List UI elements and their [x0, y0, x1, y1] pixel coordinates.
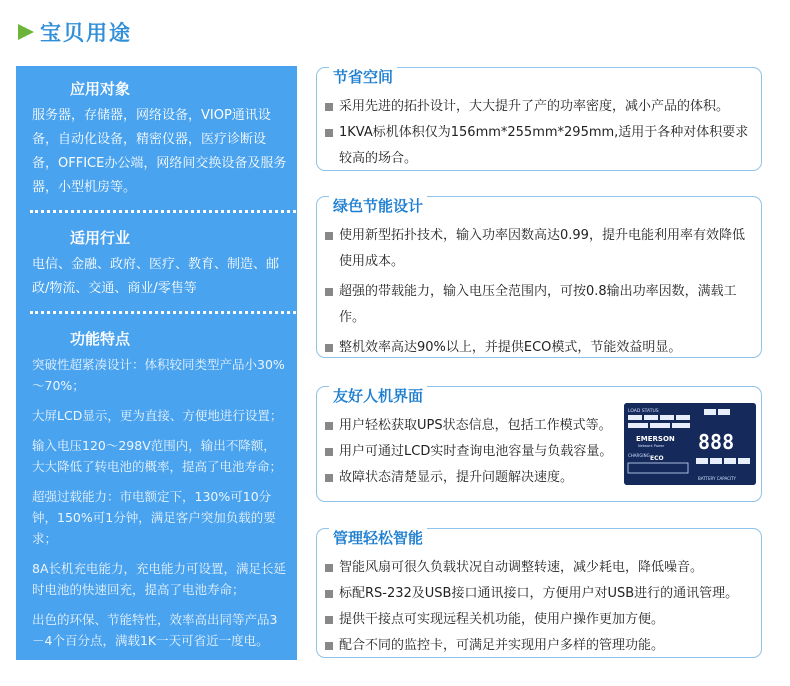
- lcd-charging: CHARGING: [628, 453, 650, 458]
- square-bullet-icon: [325, 564, 333, 572]
- card-title: 友好人机界面: [329, 385, 427, 407]
- square-bullet-icon: [325, 642, 333, 650]
- arrow-icon: [18, 24, 34, 40]
- square-bullet-icon: [325, 422, 333, 430]
- dotted-divider: [30, 210, 296, 213]
- features-heading: 功能特点: [70, 330, 131, 348]
- square-bullet-icon: [325, 448, 333, 456]
- lcd-brand: EMERSON: [636, 435, 675, 443]
- industry-heading: 适用行业: [70, 229, 131, 247]
- square-bullet-icon: [325, 344, 333, 352]
- list-item: 智能风扇可很久负载状况自动调整转速，减少耗电，降低噪音。: [325, 555, 757, 581]
- card-smart-management: [316, 528, 762, 658]
- card-space-saving: [316, 67, 762, 171]
- list-item: 标配RS-232及USB接口通讯接口，方便用户对USB进行的通讯管理。: [325, 581, 757, 607]
- list-item: 采用先进的拓扑设计，大大提升了产的功率密度，减小产品的体积。: [325, 94, 757, 120]
- application-text: 服务器，存储器，网络设备，VIOP通讯设备，自动化设备，精密仪器，医疗诊断设备，OFFICE办公端，网络间交换设备及服务器，小型机房等。: [32, 108, 287, 195]
- feature-item: 出色的环保、节能特性，效率高出同等产品3－4个百分点，满载1K一天可省近一度电。: [32, 612, 278, 648]
- list-item: 1KVA标机体积仅为156mm*255mm*295mm,适用于各种对体积要求较高的场合。: [325, 120, 757, 172]
- feature-item: 输入电压120～298V范围内，输出不降额，大大降低了转电池的概率，提高了电池寿命；: [32, 438, 283, 474]
- left-panel: [16, 66, 297, 660]
- section-title: 宝贝用途: [40, 21, 132, 45]
- features-section: [32, 328, 287, 651]
- lcd-eco: ECO: [650, 455, 664, 462]
- square-bullet-icon: [325, 103, 333, 111]
- lcd-battery-capacity: BATTERY CAPACITY: [698, 476, 736, 481]
- lcd-load-status: LOAD STATUS: [628, 409, 659, 414]
- square-bullet-icon: [325, 616, 333, 624]
- lcd-brand-sub: Network Power: [638, 444, 665, 448]
- list-item: 整机效率高达90%以上，并提供ECO模式，节能效益明显。: [325, 335, 757, 361]
- list-item: 用户轻松获取UPS状态信息，包括工作模式等。: [325, 413, 625, 439]
- feature-item: 突破性超紧凑设计：体积较同类型产品小30%～70%；: [32, 357, 285, 393]
- application-heading: 应用对象: [70, 80, 131, 98]
- application-section: [32, 78, 287, 200]
- dotted-divider: [30, 311, 296, 314]
- lcd-digits: 888: [698, 430, 735, 454]
- square-bullet-icon: [325, 590, 333, 598]
- card-friendly-interface: [316, 386, 762, 502]
- list-item: 提供干接点可实现远程关机功能，使用户操作更加方便。: [325, 607, 757, 633]
- square-bullet-icon: [325, 129, 333, 137]
- feature-item: 8A长机充电能力，充电能力可设置，满足长延时电池的快速回充，提高了电池寿命；: [32, 561, 287, 597]
- square-bullet-icon: [325, 474, 333, 482]
- industry-section: [32, 227, 287, 301]
- list-item: 用户可通过LCD实时查询电池容量与负载容量。: [325, 439, 625, 465]
- square-bullet-icon: [325, 232, 333, 240]
- card-title: 节省空间: [329, 66, 397, 88]
- section-header: [18, 14, 132, 50]
- list-item: 使用新型拓扑技术，输入功率因数高达0.99，提升电能利用率有效降低使用成本。: [325, 223, 757, 275]
- list-item: 故障状态清楚显示，提升问题解决速度。: [325, 465, 625, 491]
- card-green-design: [316, 196, 762, 358]
- list-item: 超强的带载能力，输入电压全范围内，可按0.8输出功率因数，满载工作。: [325, 279, 757, 331]
- feature-item: 超强过载能力：市电额定下，130%可10分钟，150%可1分钟，满足客户突加负载的要求；: [32, 489, 276, 546]
- card-title: 管理轻松智能: [329, 527, 427, 549]
- list-item: 配合不同的监控卡，可满足并实现用户多样的管理功能。: [325, 633, 757, 659]
- lcd-panel-image: [624, 403, 756, 485]
- feature-item: 大屏LCD显示，更为直接、方便地进行设置；: [32, 408, 283, 423]
- card-title: 绿色节能设计: [329, 195, 427, 217]
- square-bullet-icon: [325, 288, 333, 296]
- industry-text: 电信、金融、政府、医疗、教育、制造、邮政/物流、交通、商业/零售等: [32, 257, 280, 296]
